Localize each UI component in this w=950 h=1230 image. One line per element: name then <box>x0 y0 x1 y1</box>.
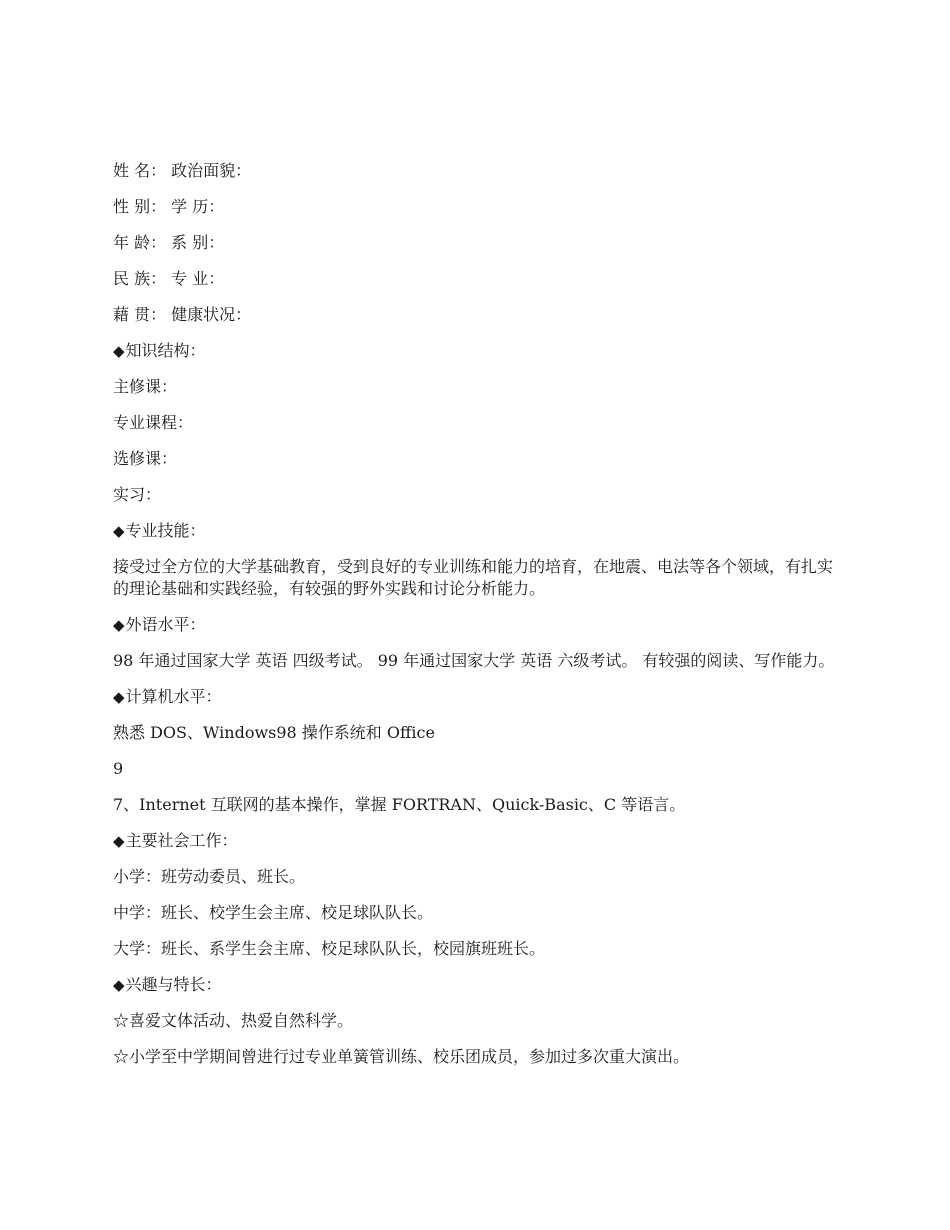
social-item-university: 大学：班长、系学生会主席、校足球队队长，校园旗班班长。 <box>113 939 546 958</box>
diamond-bullet-icon: ◆ <box>113 342 125 360</box>
language-paragraph: 98 年通过国家大学 英语 四级考试。 99 年通过国家大学 英语 六级考试。 有较强的阅读、写作能力。 <box>113 651 835 670</box>
resume-document <box>113 160 843 1082</box>
heading-text: 主要社会工作： <box>125 831 238 850</box>
hobby-item-1: ☆喜爱文体活动、热爱自然科学。 <box>113 1011 354 1030</box>
diamond-bullet-icon: ◆ <box>113 976 125 994</box>
computer-line-3: 7、Internet 互联网的基本操作，掌握 FORTRAN、Quick-Basic、C 等语言。 <box>113 795 686 814</box>
computer-line-2: 9 <box>113 759 124 778</box>
skills-paragraph: 接受过全方位的大学基础教育，受到良好的专业训练和能力的培育，在地震、电法等各个领域，有扎实的理论基础和实践经验，有较强的野外实践和讨论分析能力。 <box>113 557 834 598</box>
personal-line-name: 姓 名： 政治面貌： <box>113 161 252 180</box>
knowledge-item-electives: 选修课： <box>113 449 178 468</box>
heading-text: 专业技能： <box>125 521 206 540</box>
section-heading-knowledge <box>113 340 843 362</box>
section-skills <box>113 520 843 600</box>
diamond-bullet-icon: ◆ <box>113 616 125 634</box>
diamond-bullet-icon: ◆ <box>113 832 125 850</box>
section-language <box>113 614 843 672</box>
knowledge-item-major: 主修课： <box>113 377 178 396</box>
personal-info <box>113 160 843 326</box>
section-heading-computer <box>113 686 843 708</box>
section-heading-skills <box>113 520 843 542</box>
section-computer <box>113 686 843 816</box>
personal-line-age: 年 龄： 系 别： <box>113 233 225 252</box>
section-hobbies <box>113 974 843 1068</box>
section-knowledge <box>113 340 843 506</box>
diamond-bullet-icon: ◆ <box>113 688 125 706</box>
personal-line-origin: 藉 贯： 健康状况： <box>113 305 252 324</box>
personal-line-gender: 性 别： 学 历： <box>113 197 225 216</box>
section-heading-social <box>113 830 843 852</box>
section-social <box>113 830 843 960</box>
personal-line-ethnicity: 民 族： 专 业： <box>113 269 225 288</box>
computer-line-1: 熟悉 DOS、Windows98 操作系统和 Office <box>113 723 435 742</box>
knowledge-item-internship: 实习： <box>113 485 162 504</box>
section-heading-language <box>113 614 843 636</box>
social-item-middle: 中学：班长、校学生会主席、校足球队队长。 <box>113 903 434 922</box>
heading-text: 计算机水平： <box>125 687 222 706</box>
diamond-bullet-icon: ◆ <box>113 522 125 540</box>
knowledge-item-courses: 专业课程： <box>113 413 194 432</box>
section-heading-hobbies <box>113 974 843 996</box>
social-item-primary: 小学：班劳动委员、班长。 <box>113 867 306 886</box>
heading-text: 外语水平： <box>125 615 206 634</box>
heading-text: 知识结构： <box>125 341 206 360</box>
hobby-item-2: ☆小学至中学期间曾进行过专业单簧管训练、校乐团成员，参加过多次重大演出。 <box>113 1047 690 1066</box>
heading-text: 兴趣与特长： <box>125 975 222 994</box>
